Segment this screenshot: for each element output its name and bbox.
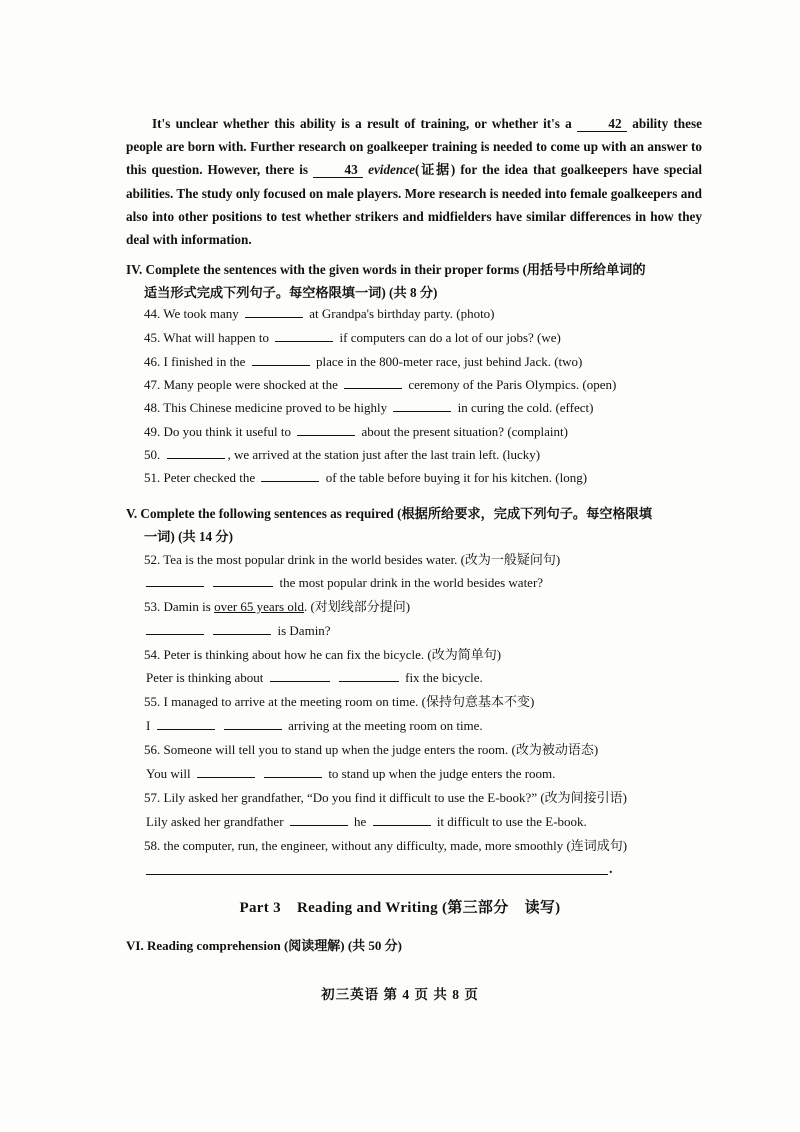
question-55 (144, 692, 534, 712)
question-text: Many people were shocked at the (163, 377, 338, 392)
answer-blank[interactable] (146, 622, 204, 635)
answer-blank[interactable] (245, 305, 303, 318)
answer-text: Peter is thinking about (146, 670, 264, 685)
question-57 (144, 788, 627, 808)
part3-title: Reading and Writing (第三部分 (296, 900, 509, 916)
answer-blank[interactable] (270, 669, 330, 682)
question-48 (144, 398, 593, 418)
passage-text-2: ability these people are born with. Further research on goalkeeper training is needed to come up with an answer to this question. However, there is (126, 116, 702, 178)
question-text: I managed to arrive at the meeting room on time. (保持句意基本不变) (163, 694, 535, 709)
section-iv-title: IV. Complete the sentences with the given words in their proper forms (用括号中所给单词的 (126, 262, 646, 277)
answer-blank[interactable] (167, 446, 225, 459)
answer-text: Lily asked her grandfather (146, 814, 284, 829)
question-number: 44. (144, 306, 161, 321)
section-v-heading (126, 502, 704, 548)
question-text: place in the 800-meter race, just behind Jack. (two) (315, 354, 583, 369)
answer-text: is Damin? (277, 623, 331, 638)
evidence-word: evidence (368, 162, 415, 178)
answer-text: arriving at the meeting room on time. (288, 718, 483, 733)
question-number: 57. (144, 790, 161, 805)
part3-title-end: 读写) (524, 900, 561, 916)
question-text: in curing the cold. (effect) (457, 400, 594, 415)
question-text: What will happen to (163, 330, 270, 345)
answer-53 (146, 621, 331, 641)
answer-blank[interactable] (157, 717, 215, 730)
question-text: , we arrived at the station just after the last train left. (lucky) (227, 447, 541, 462)
section-iv-title-2: 适当形式完成下列句子。每空格限填一词) (共 8 分) (144, 285, 438, 300)
question-text: ceremony of the Paris Olympics. (open) (408, 377, 617, 392)
question-number: 56. (144, 742, 161, 757)
question-text: Peter is thinking about how he can fix the bicycle. (改为简单句) (163, 647, 502, 662)
question-text: if computers can do a lot of our jobs? (we) (339, 330, 561, 345)
question-text: at Grandpa's birthday party. (photo) (309, 306, 495, 321)
question-number: 47. (144, 377, 161, 392)
underlined-part: over 65 years old (214, 599, 304, 614)
passage-text-1: It's unclear whether this ability is a result of training, or whether it's a (152, 116, 572, 131)
question-text: Lily asked her grandfather, “Do you find it difficult to use the E-book?” (改为间接引语) (163, 790, 628, 805)
section-vi-title: VI. Reading comprehension (阅读理解) (共 50 分) (126, 938, 403, 953)
page-footer: 初三英语 第 4 页 共 8 页 (321, 987, 479, 1002)
question-47 (144, 375, 616, 395)
answer-text: the most popular drink in the world besides water? (279, 575, 544, 590)
question-text: I finished in the (163, 354, 246, 369)
question-text: We took many (163, 306, 239, 321)
question-number: 51. (144, 470, 161, 485)
answer-blank[interactable] (197, 765, 255, 778)
question-54 (144, 645, 501, 665)
answer-line-58[interactable] (146, 874, 608, 875)
question-44 (144, 304, 495, 324)
answer-57 (146, 812, 587, 832)
question-number: 55. (144, 694, 161, 709)
question-number: 52. (144, 552, 161, 567)
question-58 (144, 836, 627, 856)
answer-blank[interactable] (297, 423, 355, 436)
question-46 (144, 352, 582, 372)
question-number: 54. (144, 647, 161, 662)
question-text: Someone will tell you to stand up when the judge enters the room. (改为被动语态) (163, 742, 599, 757)
answer-blank[interactable] (252, 353, 310, 366)
question-text: . (对划线部分提问) (303, 599, 411, 614)
section-v-title-2: 一词) (共 14 分) (144, 529, 234, 544)
answer-text: fix the bicycle. (405, 670, 483, 685)
question-number: 58. (144, 838, 161, 853)
answer-blank[interactable] (213, 622, 271, 635)
question-text: Do you think it useful to (163, 424, 291, 439)
question-text: Peter checked the (163, 470, 256, 485)
question-text: the computer, run, the engineer, without any difficulty, made, more smoothly (连词成句) (163, 838, 628, 853)
answer-blank[interactable] (264, 765, 322, 778)
section-iv-heading (126, 258, 704, 304)
answer-period: . (609, 862, 613, 877)
part3-label: Part 3 (239, 900, 281, 916)
answer-blank[interactable] (261, 469, 319, 482)
answer-text: it difficult to use the E-book. (436, 814, 587, 829)
question-number: 45. (144, 330, 161, 345)
question-number: 49. (144, 424, 161, 439)
question-text: about the present situation? (complaint) (361, 424, 568, 439)
answer-text: You will (146, 766, 191, 781)
answer-blank[interactable] (344, 376, 402, 389)
answer-blank[interactable] (339, 669, 399, 682)
question-text: Tea is the most popular drink in the world besides water. (改为一般疑问句) (163, 552, 561, 567)
part3-heading (0, 896, 800, 917)
question-56 (144, 740, 598, 760)
question-text: Damin is (163, 599, 211, 614)
question-49 (144, 422, 568, 442)
answer-blank[interactable] (213, 574, 273, 587)
blank-43: 43 (313, 163, 363, 178)
question-52 (144, 550, 560, 570)
question-50 (144, 445, 540, 465)
answer-55 (146, 716, 483, 736)
question-51 (144, 468, 587, 488)
answer-blank[interactable] (146, 574, 204, 587)
section-v-title: V. Complete the following sentences as required (根据所给要求，完成下列句子。每空格限填 (126, 506, 653, 521)
question-45 (144, 328, 561, 348)
answer-blank[interactable] (393, 399, 451, 412)
answer-text: to stand up when the judge enters the room. (328, 766, 556, 781)
question-number: 48. (144, 400, 161, 415)
blank-42: 42 (577, 117, 627, 132)
answer-blank[interactable] (290, 813, 348, 826)
answer-text: I (146, 718, 151, 733)
question-number: 50. (144, 447, 161, 462)
answer-blank[interactable] (224, 717, 282, 730)
question-text: This Chinese medicine proved to be highly (163, 400, 388, 415)
question-53 (144, 597, 410, 617)
answer-blank[interactable] (373, 813, 431, 826)
question-text: of the table before buying it for his kitchen. (long) (325, 470, 588, 485)
answer-blank[interactable] (275, 329, 333, 342)
passage-text-3: for the idea that goalkeepers have special abilities. The study only focused on male players. More research is needed into female goalkeepers and also into other positions to test whether strikers and midfielders have similar differences in how they deal with information. (126, 162, 702, 248)
answer-54 (146, 668, 483, 688)
evidence-gloss: (证据) (414, 162, 456, 178)
reading-passage (126, 112, 702, 251)
answer-52 (146, 573, 543, 593)
answer-text: he (354, 814, 367, 829)
question-number: 46. (144, 354, 161, 369)
answer-56 (146, 764, 555, 784)
question-number: 53. (144, 599, 161, 614)
